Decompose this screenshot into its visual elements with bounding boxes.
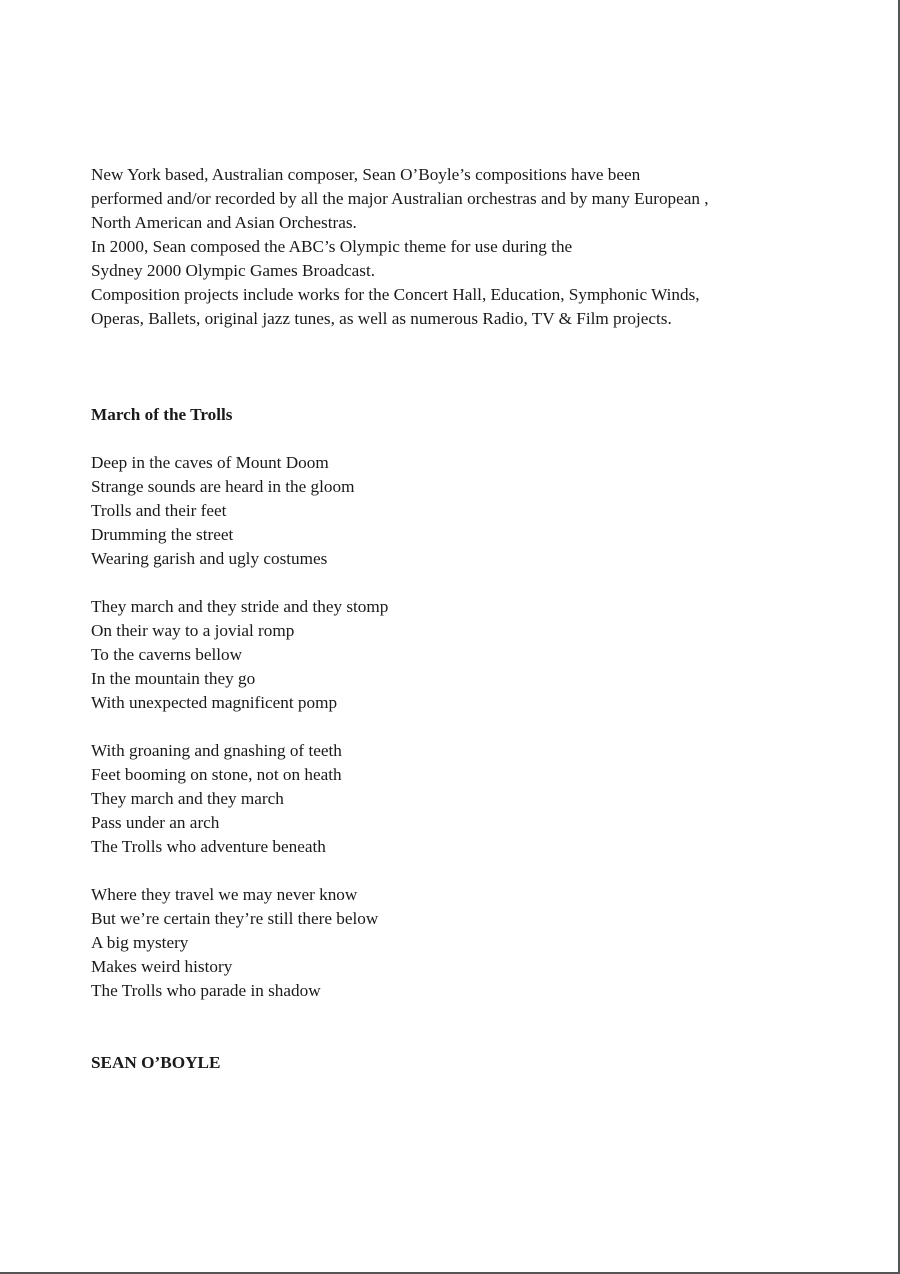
bio-line: performed and/or recorded by all the major Australian orchestras and by many European , [91,189,709,208]
composer-bio [91,163,851,331]
poem-stanza-3 [91,739,851,859]
poem-line: Where they travel we may never know [91,885,358,904]
poem-stanza-1 [91,451,851,571]
poem-line: On their way to a jovial romp [91,621,295,640]
poem-stanza-2 [91,595,851,715]
poem-line: Drumming the street [91,525,234,544]
poem-line: In the mountain they go [91,669,256,688]
poem-line: The Trolls who parade in shadow [91,981,321,1000]
poem-line: They march and they march [91,789,284,808]
poem-line: With groaning and gnashing of teeth [91,741,342,760]
poem-line: Feet booming on stone, not on heath [91,765,342,784]
bio-line: Composition projects include works for the Concert Hall, Education, Symphonic Winds, [91,285,700,304]
poem-line: A big mystery [91,933,189,952]
bio-line: Sydney 2000 Olympic Games Broadcast. [91,261,376,280]
poem-line: With unexpected magnificent pomp [91,693,338,712]
bio-line: New York based, Australian composer, Sean O’Boyle’s compositions have been [91,165,641,184]
poem-line: They march and they stride and they stomp [91,597,389,616]
bio-line: North American and Asian Orchestras. [91,213,357,232]
bio-line: Operas, Ballets, original jazz tunes, as well as numerous Radio, TV & Film projects. [91,309,672,328]
poem-line: The Trolls who adventure beneath [91,837,326,856]
poem-line: Wearing garish and ugly costumes [91,549,328,568]
poem-title: March of the Trolls [91,405,233,424]
poem-line: Makes weird history [91,957,233,976]
document-content [91,163,851,1075]
poem-line: Trolls and their feet [91,501,227,520]
poem-stanza-4 [91,883,851,1003]
poem-line: Pass under an arch [91,813,220,832]
bio-line: In 2000, Sean composed the ABC’s Olympic theme for use during the [91,237,573,256]
poem-line: To the caverns bellow [91,645,243,664]
poem-line: But we’re certain they’re still there below [91,909,379,928]
author-signature: SEAN O’BOYLE [91,1053,221,1072]
poem-line: Deep in the caves of Mount Doom [91,453,329,472]
poem-line: Strange sounds are heard in the gloom [91,477,355,496]
